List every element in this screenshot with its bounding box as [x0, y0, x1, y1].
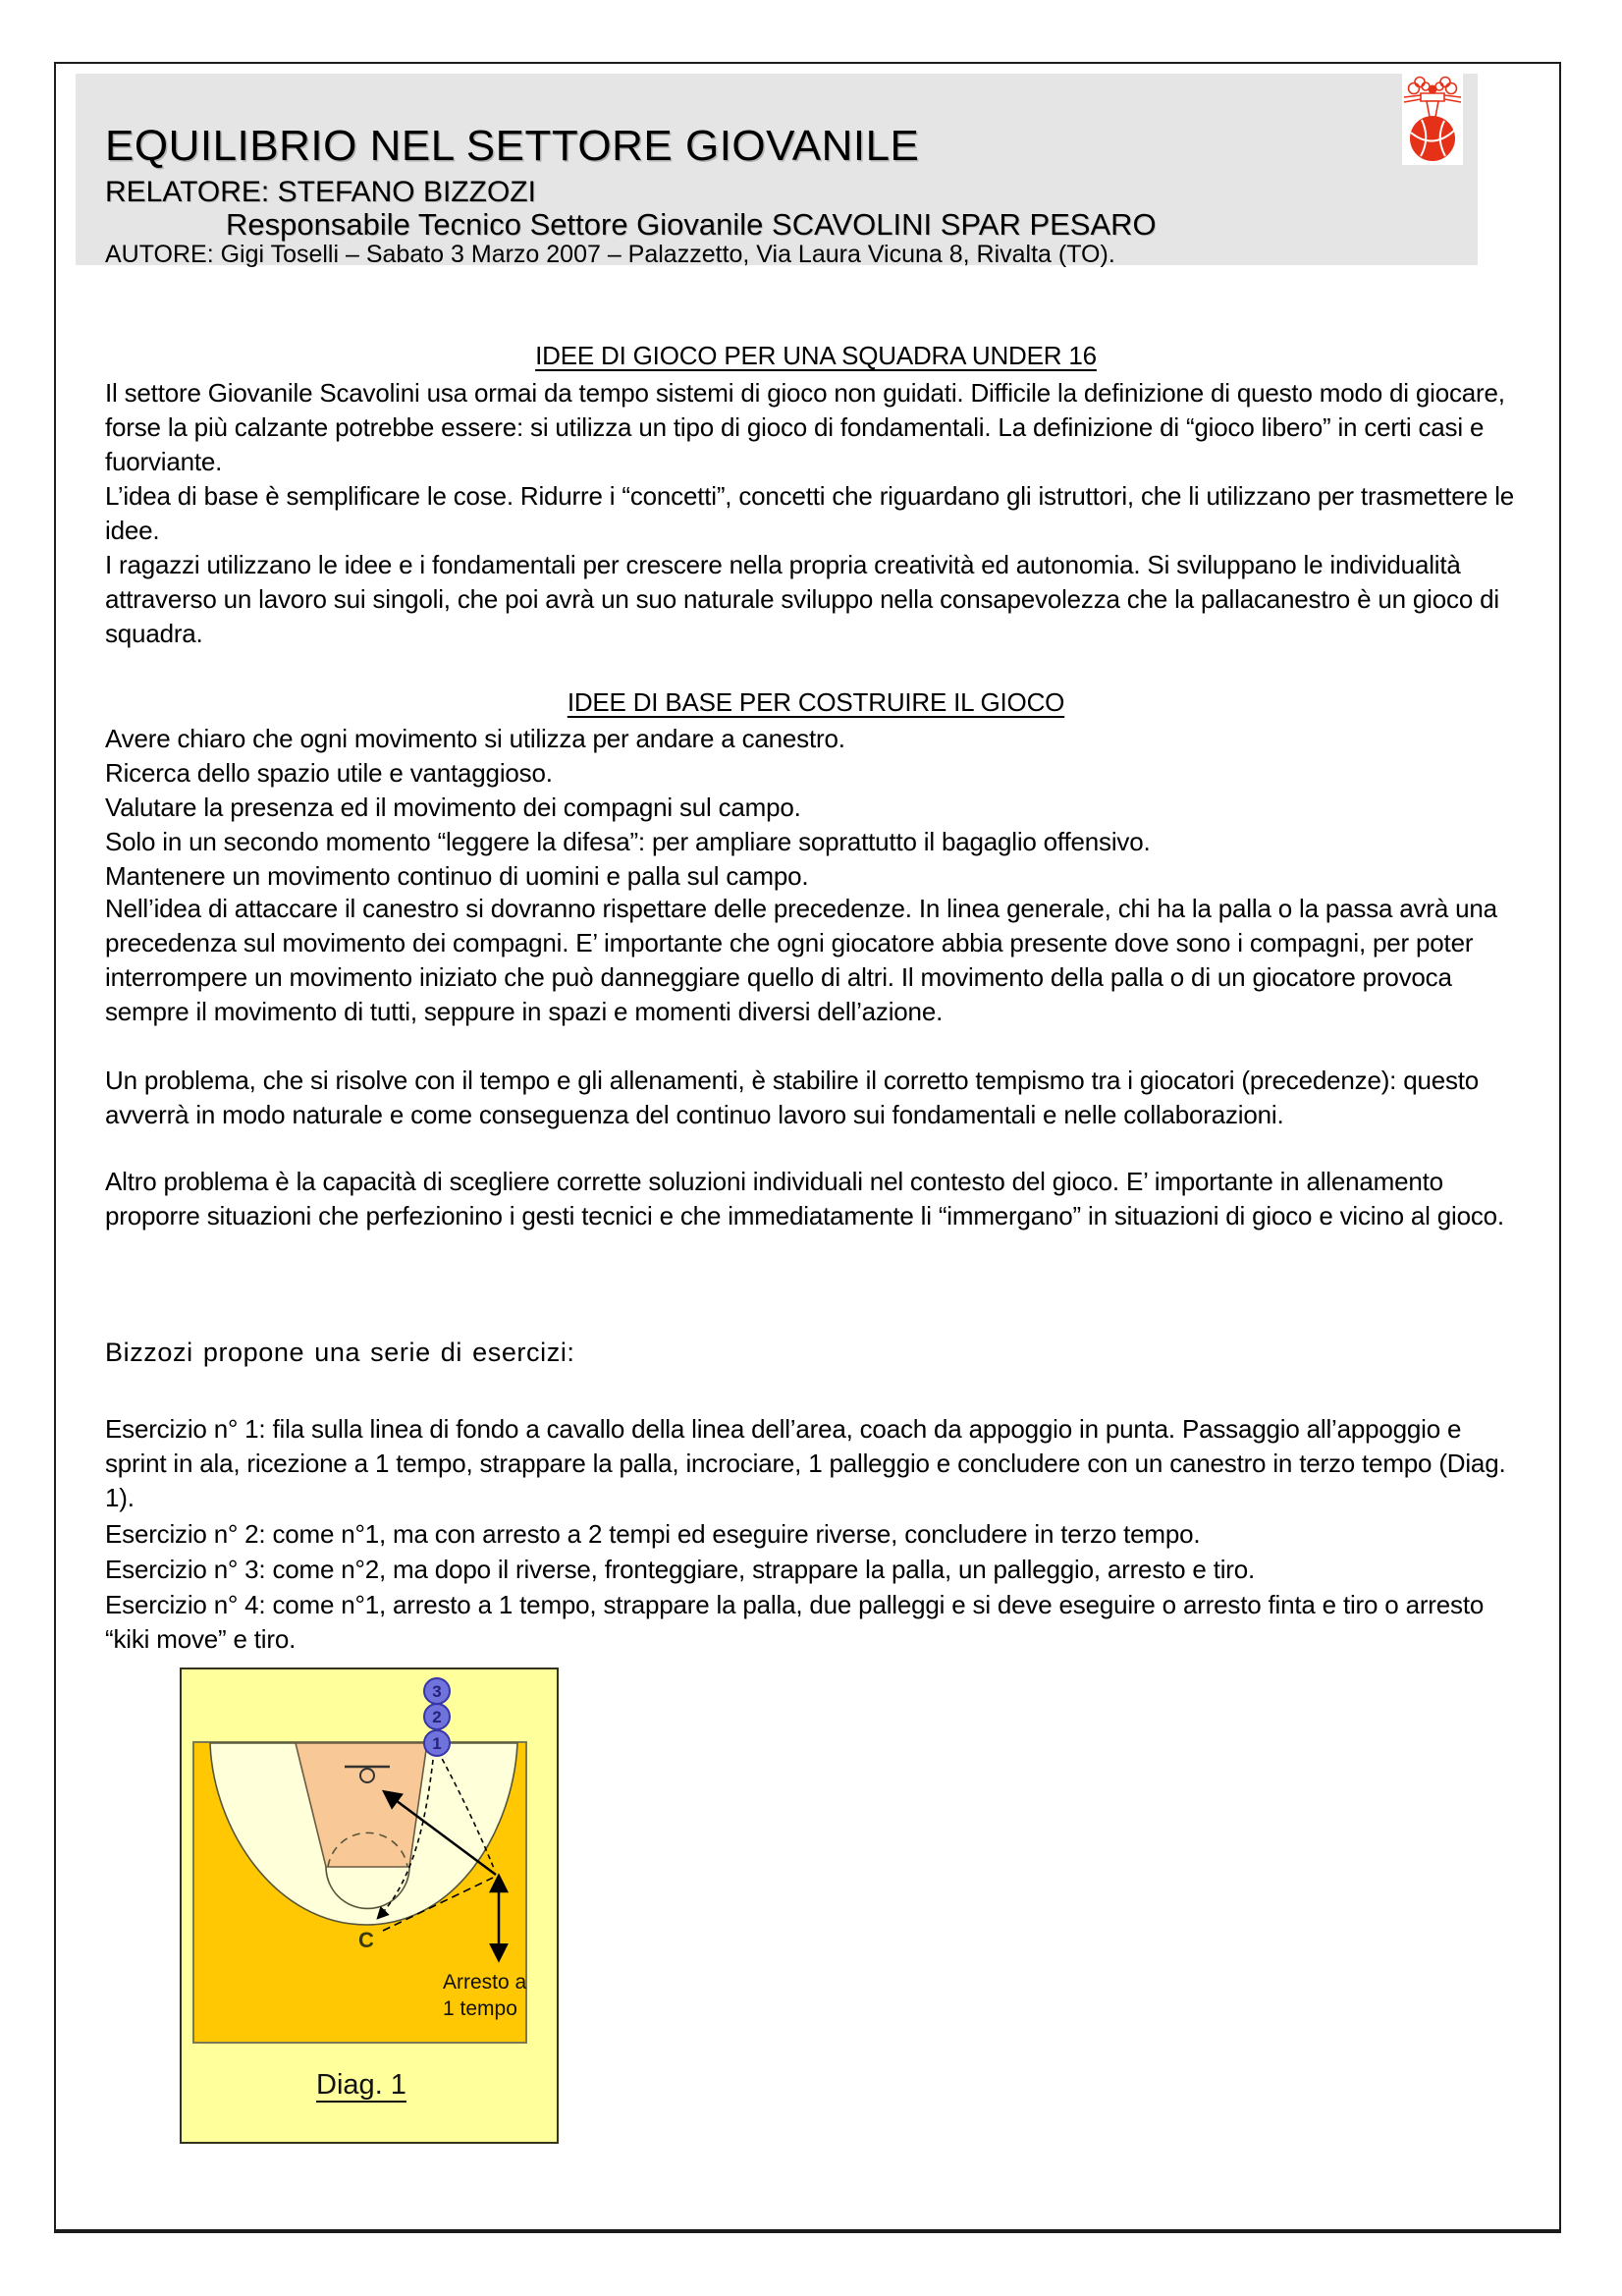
principle-line: Ricerca dello spazio utile e vantaggioso. [105, 758, 553, 788]
diagram-svg [180, 1667, 559, 2144]
exercise-item: Esercizio n° 3: come n°2, ma dopo il riverse, fronteggiare, strappare la palla, un palleggio, arresto e tiro. [105, 1555, 1256, 1584]
annotation-line1: Arresto a [443, 1971, 527, 1994]
exercise-item: Esercizio n° 1: fila sulla linea di fondo a cavallo della linea dell’area, coach da appoggio in punta. Passaggio all’appoggio e sprint in ala, ricezione a 1 tempo, strappare la palla, incrociare, 1 palleggio e concludere con un canestro in terzo tempo (Diag. 1). [105, 1414, 1506, 1512]
role-line: Responsabile Tecnico Settore Giovanile SCAVOLINI SPAR PESARO [226, 207, 1157, 242]
player-2-number: 2 [432, 1708, 442, 1726]
annotation-line2: 1 tempo [443, 1997, 517, 2020]
section1-heading: IDEE DI GIOCO PER UNA SQUADRA UNDER 16 [535, 341, 1097, 370]
paragraph: I ragazzi utilizzano le idee e i fondamentali per crescere nella propria creatività ed autonomia. Si sviluppano le individualità attraverso un lavoro sui singoli, che poi avrà un suo naturale sviluppo nella consapevolezza che la pallacanestro è un gioco di squadra. [105, 550, 1499, 648]
section2-heading: IDEE DI BASE PER COSTRUIRE IL GIOCO [567, 687, 1065, 717]
player-1-marker [424, 1730, 450, 1756]
court-diagram [180, 1667, 559, 2144]
paragraph: L’idea di base è semplificare le cose. Ridurre i “concetti”, concetti che riguardano gli istruttori, che li utilizzano per trasmettere le idee. [105, 481, 1515, 545]
club-logo [1402, 74, 1463, 165]
paragraph: Nell’idea di attaccare il canestro si dovranno rispettare delle precedenze. In linea generale, chi ha la palla o la passa avrà una precedenza sul movimento dei compagni. E’ importante che ogni giocatore abbia presente dove sono i compagni, per poter interrompere un movimento iniziato che può danneggiare quello di altri. Il movimento della palla o di un giocatore provoca sempre il movimento di tutti, seppure in spazi e momenti diversi dell’azione. [105, 894, 1497, 1026]
speaker-line: RELATORE: STEFANO BIZZOZI [105, 176, 536, 208]
panther-basketball-logo-icon [1402, 74, 1463, 165]
page-title: EQUILIBRIO NEL SETTORE GIOVANILE [105, 122, 920, 170]
paragraph: Il settore Giovanile Scavolini usa ormai da tempo sistemi di gioco non guidati. Difficile la definizione di questo modo di giocare, forse la più calzante potrebbe essere: si utilizza un tipo di gioco di fondamentali. La definizione di “gioco libero” in certi casi e fuorviante. [105, 378, 1505, 476]
exercise-item: Esercizio n° 2: come n°1, ma con arresto a 2 tempi ed eseguire riverse, concludere in terzo tempo. [105, 1519, 1201, 1549]
paragraph: Un problema, che si risolve con il tempo e gli allenamenti, è stabilire il corretto tempismo tra i giocatori (precedenze): questo avverrà in modo naturale e come conseguenza del continuo lavoro sui fondamentali e nelle collaborazioni. [105, 1066, 1480, 1129]
player-3-number: 3 [432, 1682, 442, 1701]
principle-line: Solo in un secondo momento “leggere la difesa”: per ampliare soprattutto il bagaglio offensivo. [105, 827, 1151, 856]
coach-label: C [358, 1928, 374, 1952]
player-1-number: 1 [432, 1734, 442, 1753]
principle-line: Mantenere un movimento continuo di uomini e palla sul campo. [105, 861, 809, 891]
diagram-caption: Diag. 1 [316, 2069, 406, 2101]
basketball-shape [1410, 116, 1455, 161]
exercise-item: Esercizio n° 4: come n°1, arresto a 1 tempo, strappare la palla, due palleggi e si deve eseguire o arresto finta e tiro o arresto “kiki move” e tiro. [105, 1590, 1485, 1654]
principle-line: Valutare la presenza ed il movimento dei compagni sul campo. [105, 793, 801, 822]
principle-line: Avere chiaro che ogni movimento si utilizza per andare a canestro. [105, 724, 845, 753]
exercises-intro: Bizzozi propone una serie di esercizi: [105, 1338, 575, 1367]
author-line: AUTORE: Gigi Toselli – Sabato 3 Marzo 2007 – Palazzetto, Via Laura Vicuna 8, Rivalta (TO). [105, 241, 1115, 268]
player-2-marker [424, 1704, 450, 1729]
player-3-marker [424, 1678, 450, 1704]
paragraph: Altro problema è la capacità di scegliere corrette soluzioni individuali nel contesto del gioco. E’ importante in allenamento proporre situazioni che perfezionino i gesti tecnici e che immediatamente li “immergano” in situazioni di gioco e vicino al gioco. [105, 1167, 1504, 1230]
